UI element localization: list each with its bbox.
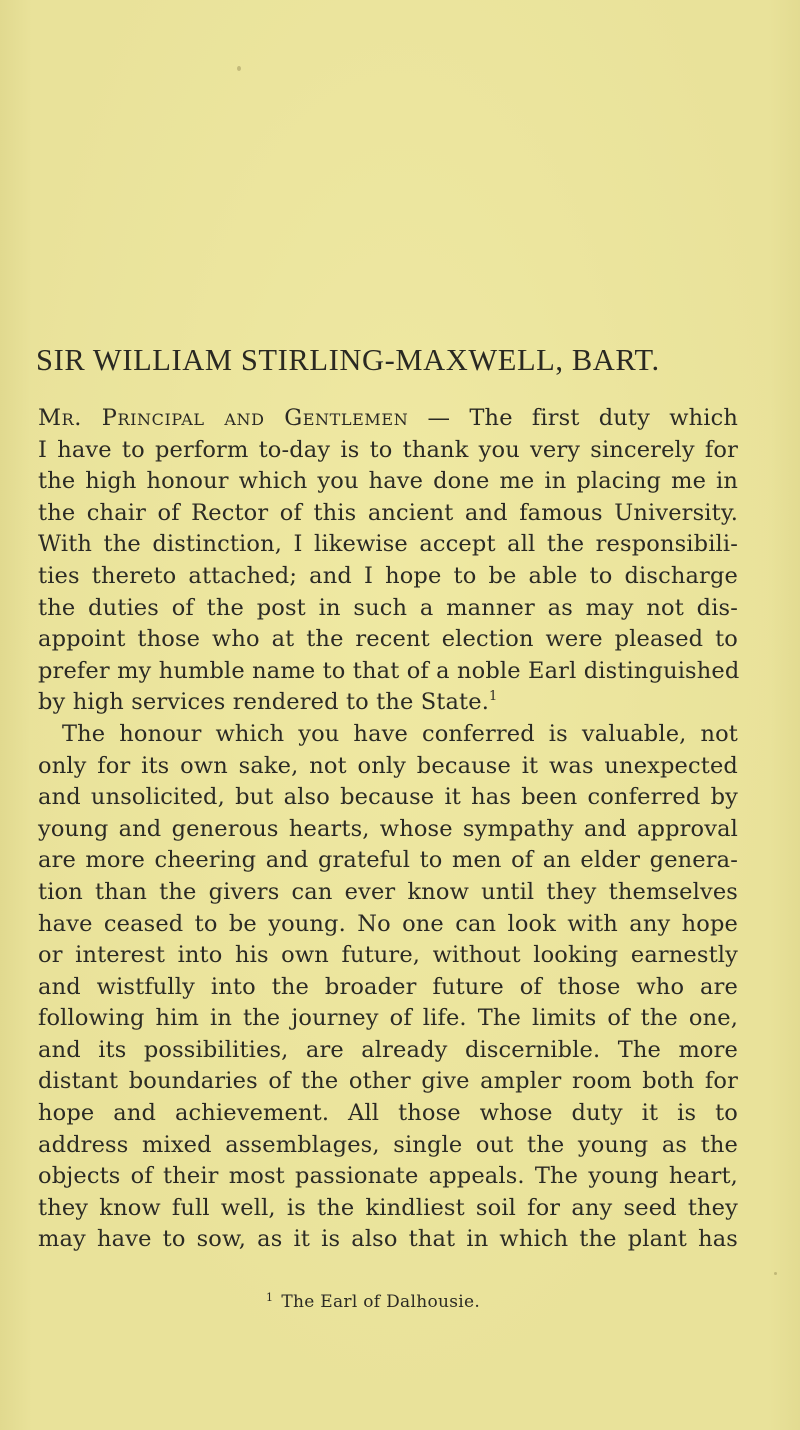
page-title: SIR WILLIAM STIRLING-MAXWELL, BART. (36, 343, 660, 377)
text-line: With the distinction, I likewise accept all the responsibili- (38, 531, 738, 558)
paper-speck (237, 66, 241, 71)
text-line: following him in the journey of life. The limits of the one, (38, 1005, 738, 1032)
text-line: address mixed assemblages, single out the young as the (38, 1131, 738, 1158)
text-line: hope and achievement. All those whose duty it is to (38, 1100, 738, 1127)
text-line: only for its own sake, not only because it was unexpected (38, 752, 738, 779)
text-line (38, 403, 738, 435)
text-line: may have to sow, as it is also that in which the plant has (38, 1226, 738, 1253)
text-line: they know full well, is the kindliest soil for any seed they (38, 1194, 738, 1221)
text-line: have ceased to be young. No one can look with any hope (38, 910, 738, 937)
text-line: The honour which you have conferred is valuable, not (62, 720, 738, 747)
text-line: the chair of Rector of this ancient and famous University. (38, 499, 738, 526)
text-line: ties thereto attached; and I hope to be able to discharge (38, 562, 738, 589)
paper-speck (774, 1272, 777, 1275)
line-text: — The first duty which (408, 405, 739, 431)
salutation: Mr. Principal and Gentlemen (38, 405, 409, 431)
text-line: distant boundaries of the other give ampler room both for (38, 1068, 738, 1095)
text-line: young and generous hearts, whose sympathy and approval (38, 815, 738, 842)
footnote-marker: 1 (266, 1291, 274, 1304)
text-line (38, 687, 738, 719)
text-line: and its possibilities, are already discernible. The more (38, 1036, 738, 1063)
text-line: and wistfully into the broader future of those who are (38, 973, 738, 1000)
footnote-text: The Earl of Dalhousie. (281, 1292, 481, 1312)
text-line: and unsolicited, but also because it has been conferred by (38, 784, 738, 811)
text-line: tion than the givers can ever know until they themselves (38, 878, 738, 905)
footnote-reference: 1 (489, 689, 498, 705)
body-text (38, 403, 738, 1256)
line-text: by high services rendered to the State. (38, 689, 490, 716)
text-line: or interest into his own future, without looking earnestly (38, 942, 738, 969)
text-line: objects of their most passionate appeals. The young heart, (38, 1163, 738, 1190)
text-line: are more cheering and grateful to men of an elder genera- (38, 847, 738, 874)
footnote (266, 1291, 480, 1312)
text-line: the duties of the post in such a manner as may not dis- (38, 594, 738, 621)
text-line: I have to perform to-day is to thank you very sincerely for (38, 436, 738, 463)
text-line: prefer my humble name to that of a noble Earl distinguished (38, 657, 740, 684)
text-line: the high honour which you have done me in placing me in (38, 468, 738, 495)
text-line: appoint those who at the recent election were pleased to (38, 626, 738, 653)
